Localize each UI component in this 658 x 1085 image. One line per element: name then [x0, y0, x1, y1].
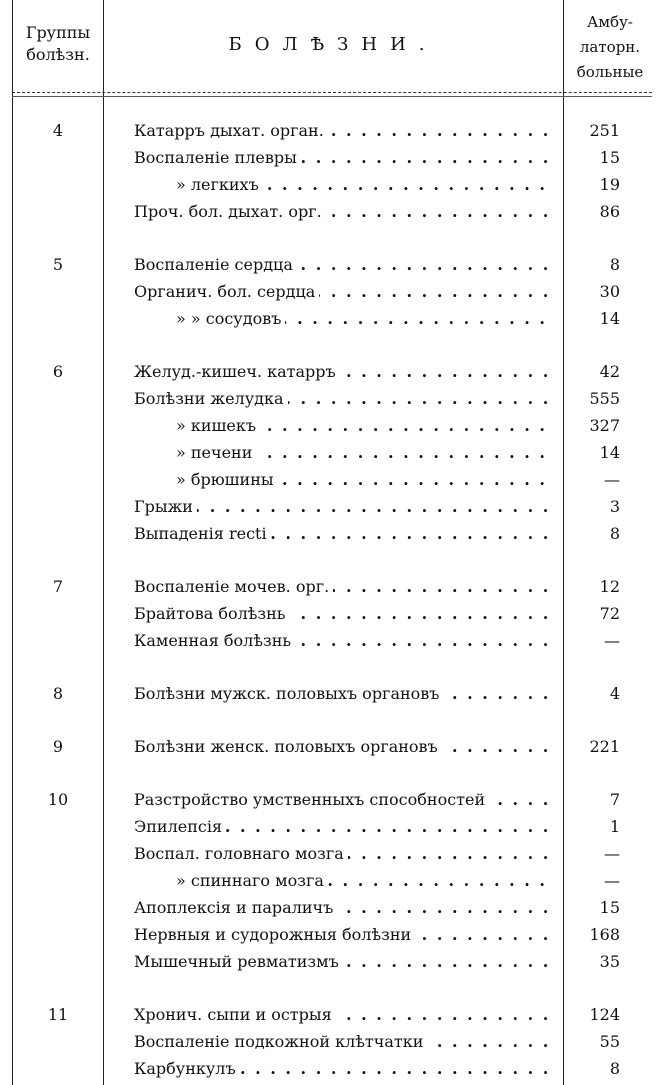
header-diseases: БОЛѢЗНИ.	[228, 34, 438, 55]
disease-label	[134, 145, 552, 171]
ambulatory-count: 55	[599, 1032, 620, 1051]
disease-label-text: Эпилепсія	[134, 817, 226, 836]
disease-label	[134, 1002, 552, 1028]
group-number: 6	[52, 362, 64, 381]
ambulatory-count: —	[604, 844, 620, 863]
disease-label-text: Нервныя и судорожныя болѣзни	[134, 925, 415, 944]
disease-label	[134, 949, 552, 975]
ambulatory-count: 555	[589, 389, 620, 408]
ambulatory-count: 8	[609, 255, 620, 274]
ambulatory-count: 1	[609, 817, 620, 836]
ambulatory-count: —	[604, 871, 620, 890]
disease-label-text: Воспаленіе сердца	[134, 255, 297, 274]
table-row	[104, 814, 562, 840]
ambulatory-count: 251	[589, 121, 620, 140]
disease-label-text: Болѣзни желудка	[134, 389, 288, 408]
disease-label-text: Мышечный ревматизмъ	[134, 952, 343, 971]
table-row	[104, 279, 562, 305]
table-row	[104, 494, 562, 520]
ambulatory-count: 15	[599, 148, 620, 167]
disease-label-text: Грыжи	[134, 497, 197, 516]
disease-label	[134, 359, 552, 385]
ambulatory-count: 14	[599, 443, 620, 462]
disease-label	[134, 199, 552, 225]
ambulatory-count: —	[604, 470, 620, 489]
table-row	[104, 949, 562, 975]
group-number: 4	[52, 121, 64, 140]
disease-label-text: » » сосудовъ	[176, 309, 285, 328]
disease-label-text: Воспаленіе плевры	[134, 148, 301, 167]
ambulatory-count: 72	[599, 604, 620, 623]
ambulatory-count: 12	[599, 577, 620, 596]
table-row	[104, 1002, 562, 1028]
disease-label	[134, 922, 552, 948]
table-row	[104, 922, 562, 948]
disease-label	[134, 252, 552, 278]
disease-label-text: Брайтова болѣзнь	[134, 604, 290, 623]
header-ambulatory: Амбу-латорн. больные	[576, 13, 644, 81]
table-row	[104, 306, 562, 332]
disease-label	[134, 787, 552, 813]
table-row	[104, 895, 562, 921]
table-row	[104, 1056, 562, 1082]
disease-label	[134, 895, 552, 921]
table-row	[104, 521, 562, 547]
disease-label-text: Карбункулъ	[134, 1059, 240, 1078]
disease-label	[176, 440, 552, 466]
group-number: 10	[47, 790, 69, 809]
disease-label-text: » легкихъ	[176, 175, 263, 194]
disease-label	[134, 279, 552, 305]
disease-label	[134, 494, 552, 520]
group-number: 8	[52, 684, 64, 703]
ambulatory-count: —	[604, 631, 620, 650]
header-groups: Группы болѣзн.	[25, 23, 91, 64]
disease-label	[134, 118, 552, 144]
disease-label	[134, 1056, 552, 1082]
table-row	[104, 1029, 562, 1055]
table-row	[104, 467, 562, 493]
disease-label-text: Воспаленіе мочев. орг.	[134, 577, 333, 596]
header-rule-lower	[12, 96, 652, 97]
ambulatory-count: 42	[599, 362, 620, 381]
ambulatory-count: 124	[589, 1005, 620, 1024]
disease-label-text: Хронич. сыпи и острыя	[134, 1005, 336, 1024]
table-row	[104, 841, 562, 867]
header-rule	[12, 92, 652, 93]
disease-label-text: » брюшины	[176, 470, 278, 489]
ambulatory-count: 221	[589, 737, 620, 756]
disease-label	[134, 814, 552, 840]
table-row	[104, 574, 562, 600]
disease-label	[176, 172, 552, 198]
group-number: 5	[52, 255, 64, 274]
ambulatory-count: 30	[599, 282, 620, 301]
ambulatory-count: 35	[599, 952, 620, 971]
disease-label	[134, 1029, 552, 1055]
disease-label	[134, 734, 552, 760]
ambulatory-count: 168	[589, 925, 620, 944]
table-row	[104, 145, 562, 171]
disease-label-text: Апоплексія и параличъ	[134, 898, 337, 917]
ambulatory-count: 19	[599, 175, 620, 194]
disease-label	[134, 601, 552, 627]
disease-label-text: » кишекъ	[176, 416, 260, 435]
ambulatory-count: 15	[599, 898, 620, 917]
group-number: 7	[52, 577, 64, 596]
disease-label	[176, 413, 552, 439]
ambulatory-count: 8	[609, 524, 620, 543]
table-row	[104, 199, 562, 225]
table-row	[104, 359, 562, 385]
disease-label-text: Желуд.-кишеч. катарръ	[134, 362, 340, 381]
disease-label-text: Воспаленіе подкожной клѣтчатки	[134, 1032, 427, 1051]
table-row	[104, 868, 562, 894]
disease-label	[134, 628, 552, 654]
disease-label-text: » спиннаго мозга	[176, 871, 328, 890]
group-number: 9	[52, 737, 64, 756]
table-row	[104, 628, 562, 654]
column-rule-left	[12, 0, 13, 1085]
disease-label	[134, 681, 552, 707]
table-row	[104, 734, 562, 760]
disease-label	[176, 467, 552, 493]
disease-label	[134, 521, 552, 547]
disease-label-text: Проч. бол. дыхат. орг.	[134, 202, 326, 221]
disease-label	[134, 574, 552, 600]
ambulatory-count: 8	[609, 1059, 620, 1078]
disease-label-text: Катарръ дыхат. орган.	[134, 121, 328, 140]
ambulatory-count: 86	[599, 202, 620, 221]
disease-label-text: Разстройство умственныхъ способностей	[134, 790, 489, 809]
table-row	[104, 252, 562, 278]
table-row	[104, 681, 562, 707]
disease-label-text: Каменная болѣзнь	[134, 631, 295, 650]
ambulatory-count: 7	[609, 790, 620, 809]
table-row	[104, 787, 562, 813]
disease-label-text: Воспал. головнаго мозга	[134, 844, 348, 863]
ambulatory-count: 4	[609, 684, 620, 703]
disease-label-text: Болѣзни мужск. половыхъ органовъ	[134, 684, 443, 703]
disease-label	[134, 386, 552, 412]
table-row	[104, 172, 562, 198]
disease-label	[134, 841, 552, 867]
ambulatory-count: 3	[609, 497, 620, 516]
disease-label	[176, 306, 552, 332]
table-row	[104, 601, 562, 627]
ambulatory-count: 14	[599, 309, 620, 328]
ambulatory-count: 327	[589, 416, 620, 435]
disease-label-text: Выпаденія recti	[134, 524, 271, 543]
disease-label-text: Болѣзни женск. половыхъ органовъ	[134, 737, 442, 756]
disease-label-text: » печени	[176, 443, 256, 462]
table-row	[104, 386, 562, 412]
table-row	[104, 440, 562, 466]
group-number: 11	[47, 1005, 69, 1024]
table-row	[104, 118, 562, 144]
disease-label-text: Органич. бол. сердца	[134, 282, 319, 301]
disease-label	[176, 868, 552, 894]
table-row	[104, 413, 562, 439]
